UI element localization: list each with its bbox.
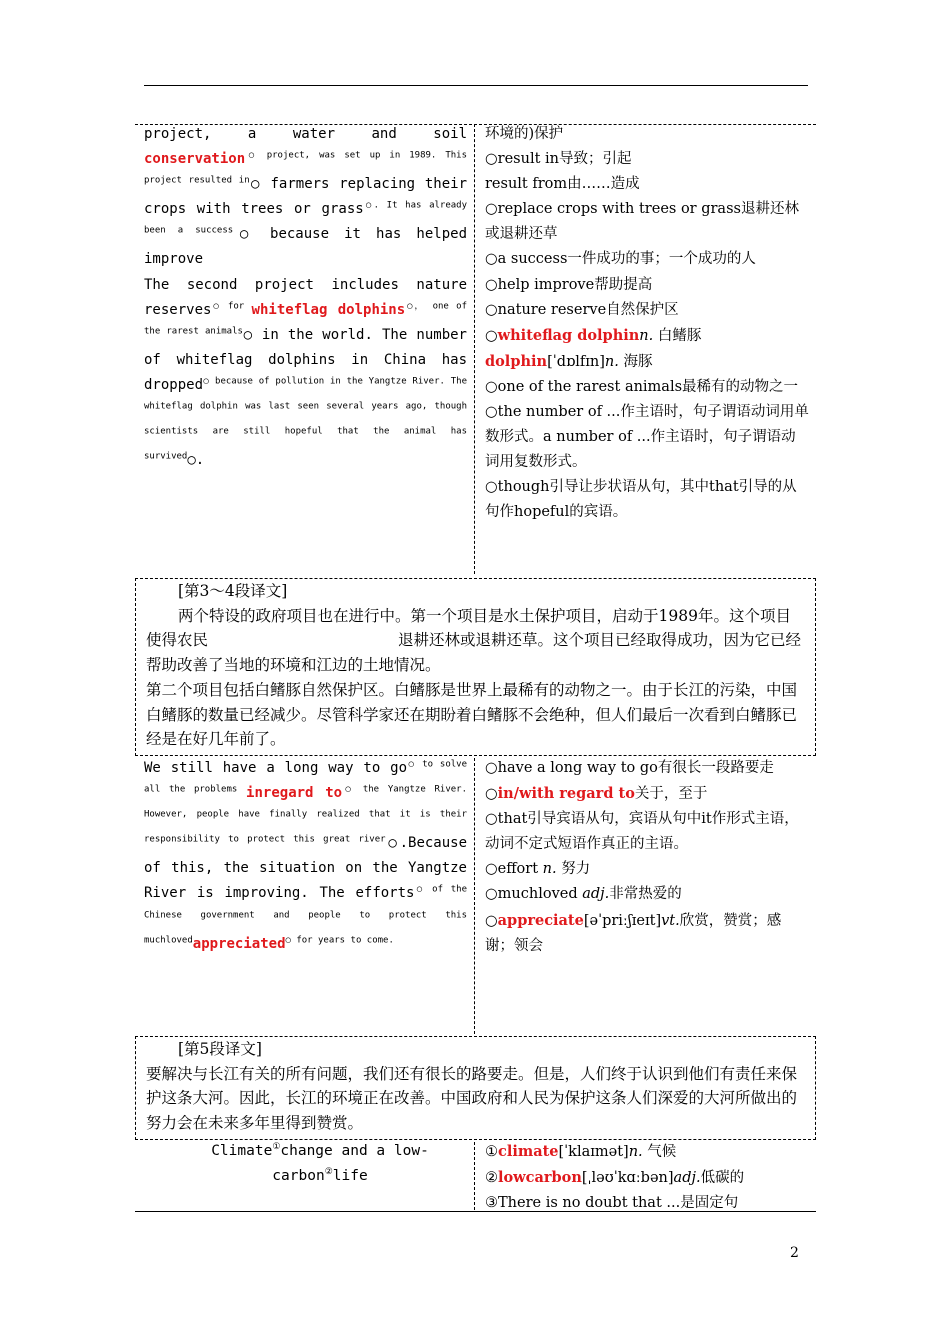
note-item: ○though引导让步状语从句，其中that引导的从句作hopeful的宾语。 bbox=[485, 479, 797, 521]
note-item: ○nature reserve自然保护区 bbox=[485, 301, 679, 318]
column-divider bbox=[474, 124, 475, 574]
note-item: ○one of the rarest animals最稀有的动物之一 bbox=[485, 378, 799, 395]
header-rule bbox=[144, 85, 808, 86]
page-number: 2 bbox=[790, 1245, 799, 1261]
note-item: ○replace crops with trees or grass退耕还林或退耕还草 bbox=[485, 201, 799, 243]
column-divider bbox=[474, 758, 475, 1034]
note-item: ②lowcarbon[ˌləʊˈkɑːbən]adj.低碳的 bbox=[485, 1169, 745, 1187]
note-item: ○have a long way to go有很长一段路要走 bbox=[485, 760, 774, 776]
note-item: ①climate[ˈklaɪmət]n. 气候 bbox=[485, 1143, 677, 1160]
note-item: ○in/with regard to关于，至于 bbox=[485, 785, 708, 803]
notes-column-2 bbox=[485, 756, 809, 959]
keyword-inregard-to: inregard to bbox=[246, 785, 343, 802]
note-item: ○that引导宾语从句，宾语从句中it作形式主语，动词不定式短语作真正的主语。 bbox=[485, 811, 799, 853]
passage-title: Climate①change and a low- carbon②life bbox=[211, 1142, 429, 1184]
page-bottom-rule bbox=[135, 1211, 816, 1212]
note-item: dolphin[ˈdɒlfɪn]n. 海豚 bbox=[485, 352, 653, 370]
keyword-appreciated: appreciated bbox=[192, 935, 286, 952]
note-item: ○whiteflag dolphinn. 白鳍豚 bbox=[485, 326, 702, 344]
english-passage-1 bbox=[144, 122, 467, 473]
passage-paragraph-4: The second project includes nature reserves$^{○ for}$ whiteflag dolphins$^{○, one of the rarest animals}$○ in the world. The number of whiteflag dolphins in China has dropped$^{○ because of pollution in the Yangtze River. The whiteflag dolphin was last seen several years ago, though scientists are still hopeful that the animal has survived}$○. bbox=[144, 276, 468, 469]
note-item: ○a success一件成功的事；一个成功的人 bbox=[485, 251, 756, 268]
translation-box-2 bbox=[135, 1036, 816, 1140]
keyword-conservation: conservation bbox=[144, 151, 246, 168]
note-item: result from由……造成 bbox=[485, 176, 640, 193]
translation-paragraph: 要解决与长江有关的所有问题，我们还有很长的路要走。但是，人们终于认识到他们有责任来保护这条大河。因此，长江的环境正在改善。中国政府和人民为保护这条人们深爱的大河所做出的努力会在未来多年里得到赞赏。 bbox=[146, 1064, 798, 1133]
translation-box-1 bbox=[135, 578, 816, 756]
passage-paragraph-3: project, a water and soil conservation$^{○ project, was set up in 1989. This project resulted in}$○ farmers replacing their crops with trees or grass$^{○. It has already been a success}$○ because it has helped improve bbox=[144, 126, 468, 268]
translation-paragraph: 两个特设的政府项目也在进行中。第一个项目是水土保护项目，启动于1989年。这个项目使得农民 退耕还林或退耕还草。这个项目已经取得成功，因为它已经帮助改善了当地的环境和江边的土地情况。 bbox=[146, 606, 802, 675]
note-item: ○effort n. 努力 bbox=[485, 861, 591, 878]
passage-paragraph-5: We still have a long way to $go^{○ to solve all the problems}$ inregard $to^{○ the Yangtze River. However, people have finally realized that it is their responsibility to protect this great river}○.Because$ of this, the situation on the Yangtze River is improving. The efforts$^{○ of the Chinese government and people to protect this muchloved}$appreciated$^{○ for years to come.}$ bbox=[144, 759, 468, 952]
translation-paragraph: 第二个项目包括白鳍豚自然保护区。白鳍豚是世界上最稀有的动物之一。由于长江的污染，中国白鳍豚的数量已经减少。尽管科学家还在期盼着白鳍豚不会绝种，但人们最后一次看到白鳍豚已经是在好几年前了。 bbox=[146, 680, 798, 749]
note-item: 环境的)保护 bbox=[485, 126, 564, 142]
notes-column-1 bbox=[485, 122, 809, 526]
note-item: ○muchloved adj.非常热爱的 bbox=[485, 886, 682, 903]
translation-heading: [第5段译文] bbox=[178, 1040, 262, 1058]
note-item: ○help improve帮助提高 bbox=[485, 276, 653, 293]
keyword-whiteflag-dolphins: whiteflag dolphins bbox=[251, 301, 406, 318]
english-passage-2 bbox=[144, 756, 467, 957]
note-item: ○result in导致；引起 bbox=[485, 151, 632, 168]
note-item: ○appreciate[əˈpriːʃɪeɪt]vt.欣赏，赞赏；感谢；领会 bbox=[485, 911, 782, 954]
notes-column-3 bbox=[485, 1139, 809, 1216]
note-item: ③There is no doubt that ...是固定句 bbox=[485, 1195, 739, 1212]
column-divider bbox=[474, 1142, 475, 1210]
note-item: ○the number of ...作主语时，句子谓语动词用单数形式。a number of ...作主语时，句子谓语动词用复数形式。 bbox=[485, 404, 809, 471]
translation-heading: [第3～4段译文] bbox=[178, 582, 288, 600]
